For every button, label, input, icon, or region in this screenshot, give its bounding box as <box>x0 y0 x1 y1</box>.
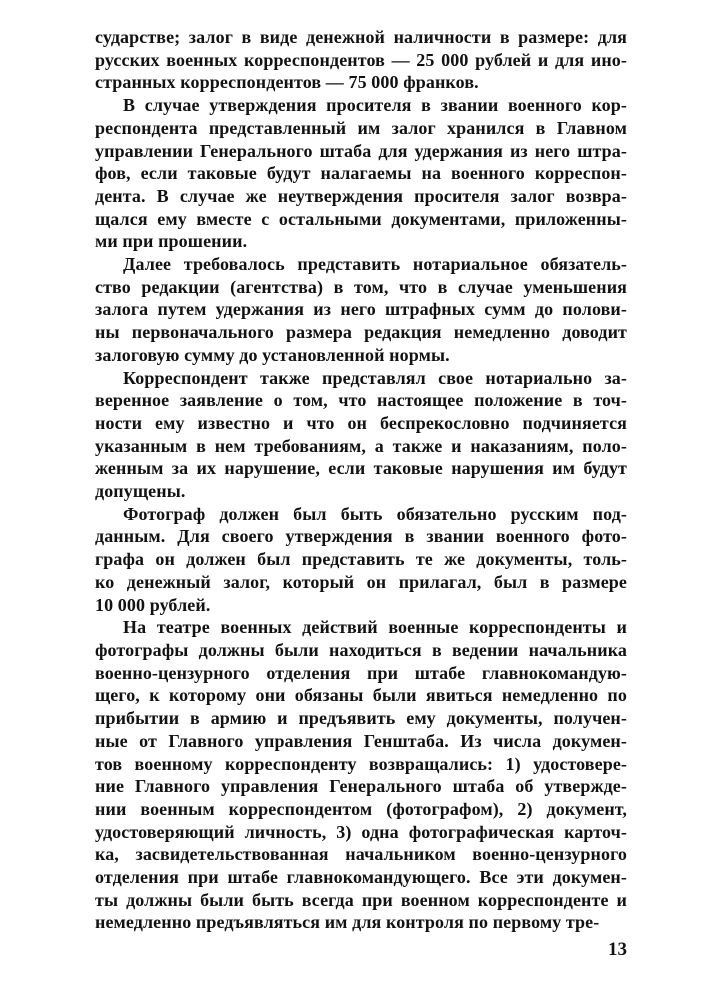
page-number: 13 <box>608 939 627 960</box>
text-line: фотографы должны были находиться в ведении начальника <box>95 639 627 660</box>
text-line: Далее требовалось представить нотариальное обязатель- <box>123 254 627 275</box>
text-line: странных корреспондентов — 75 000 франков. <box>95 72 479 93</box>
text-line: военно-цензурного отделения при штабе главнокомандую- <box>95 662 627 683</box>
text-line: В случае утверждения просителя в звании военного кор- <box>123 95 627 116</box>
text-line: графа он должен был представить те же документы, толь- <box>95 549 627 570</box>
text-line: ство редакции (агентства) в том, что в случае уменьшения <box>95 276 627 297</box>
text-line: ка, засвидетельствованная начальником военно-цензурного <box>95 844 627 865</box>
text-line: женным за их нарушение, если таковые нарушения им будут <box>95 458 627 479</box>
text-line: данным. Для своего утверждения в звании военного фото- <box>95 526 627 547</box>
text-line: дента. В случае же неутверждения просителя залог возвра- <box>95 185 627 206</box>
text-line: допущены. <box>95 481 186 502</box>
text-line: указанным в нем требованиям, а также и наказаниям, поло- <box>95 435 627 456</box>
text-line: ко денежный залог, который он прилагал, был в размере <box>95 571 627 592</box>
text-line: Фотограф должен был быть обязательно русским под- <box>123 503 627 524</box>
text-line: немедленно предъявляться им для контроля по первому тре- <box>95 912 600 933</box>
text-line: управлении Генерального штаба для удержания из него штра- <box>95 140 627 161</box>
text-line: залоговую сумму до установленной нормы. <box>95 344 450 365</box>
text-line: фов, если таковые будут налагаемы на военного корреспон- <box>95 163 627 184</box>
text-line: ные от Главного управления Генштаба. Из числа докумен- <box>95 730 627 751</box>
text-line: отделения при штабе главнокомандующего. Все эти докумен- <box>95 867 627 888</box>
text-line: сударстве; залог в виде денежной наличности в размере: для <box>95 27 627 47</box>
text-line: ны первоначального размера редакция немедленно доводит <box>95 322 627 343</box>
text-line: ние Главного управления Генерального штаба об утвержде- <box>95 776 627 797</box>
text-line: ми при прошении. <box>95 231 248 252</box>
text-line: залога путем удержания из него штрафных сумм до полови- <box>95 299 627 320</box>
text-line: щего, к которому они обязаны были явиться немедленно по <box>95 685 627 706</box>
text-line: 10 000 рублей. <box>95 594 211 615</box>
text-line: ности ему известно и что он беспрекословно подчиняется <box>95 412 627 433</box>
text-line: прибытии в армию и предъявить ему документы, получен- <box>95 708 627 729</box>
text-line: респондента представленный им залог хранился в Главном <box>95 117 627 138</box>
text-line: Корреспондент также представлял свое нотариально за- <box>123 367 627 388</box>
text-block <box>95 26 627 934</box>
text-line: ты должны были быть всегда при военном корреспонденте и <box>95 889 627 910</box>
text-line: тов военному корреспонденту возвращались: 1) удостовере- <box>95 753 627 774</box>
text-line: нии военным корреспондентом (фотографом), 2) документ, <box>95 798 627 819</box>
text-line: веренное заявление о том, что настоящее положение в точ- <box>95 390 627 411</box>
text-line: русских военных корреспондентов — 25 000 рублей и для ино- <box>95 49 627 70</box>
text-line: щался ему вместе с остальными документами, приложенны- <box>95 208 627 229</box>
text-line: удостоверяющий личность, 3) одна фотографическая карточ- <box>95 821 627 842</box>
text-line: На театре военных действий военные корреспонденты и <box>123 617 627 638</box>
